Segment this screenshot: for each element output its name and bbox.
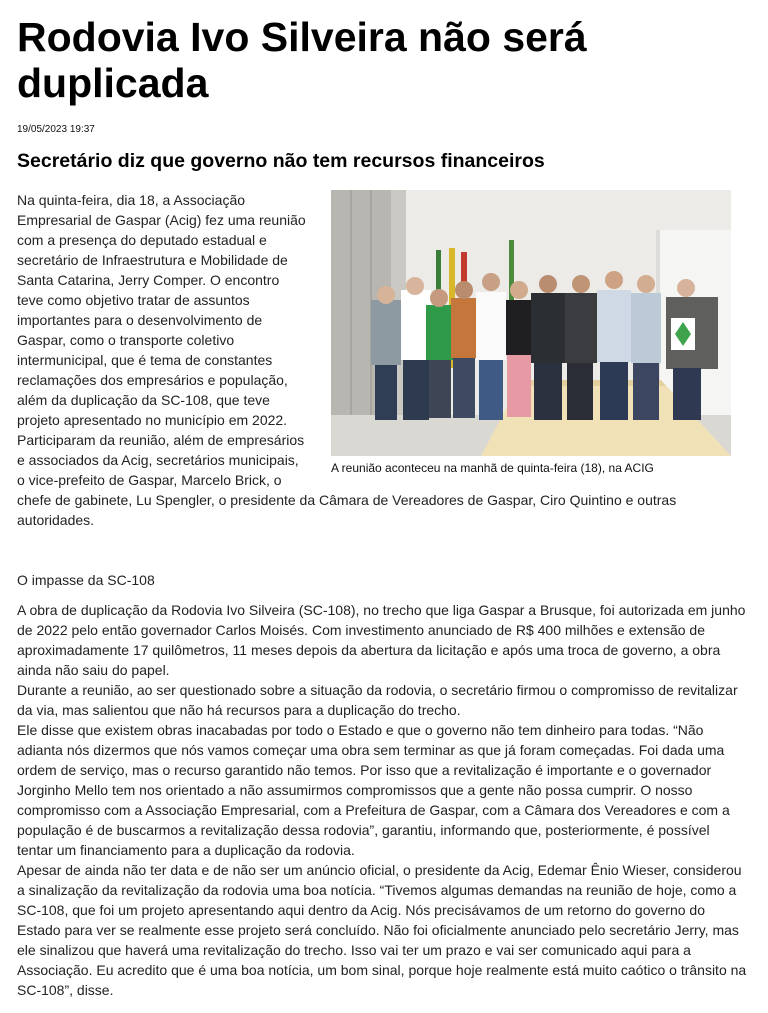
section-title: O impasse da SC-108	[17, 572, 155, 589]
paragraph-section-3: Ele disse que existem obras inacabadas por todo o Estado e que o governo não tem dinheiro para todas. “Não adianta nós dizermos que nós vamos começar uma obra sem terminar as que já foram começadas. Foi dada uma ordem de serviço, mas o recurso garantido não temos. Por isso que a revitalização é importante e o governador Jorginho Mello tem nos orientado a não assumirmos compromissos que a gente não possa cumprir. O nosso compromisso com a Associação Empresarial, com a Prefeitura de Gaspar, com a Câmara dos Vereadores e com a população é de buscarmos a revitalização dessa rodovia”, garantiu, informando que, posteriormente, é possível tentar um financiamento para a duplicação da rodovia.	[17, 722, 730, 859]
paragraph-intro-1: Na quinta-feira, dia 18, a Associação Empresarial de Gaspar (Acig) fez uma reunião com a presença do deputado estadual e secretário de Infraestrutura e Mobilidade de Santa Catarina, Jerry Comper. O encontro teve como objetivo tratar de assuntos importantes para o desenvolvimento de Gaspar, como o transporte coletivo intermunicipal, que é tema de constantes reclamações dos empresários e população, além da duplicação da SC-108, que teve projeto apresentado no município em 2022.	[17, 192, 306, 429]
paragraph-section-2: Durante a reunião, ao ser questionado sobre a situação da rodovia, o secretário firmou o compromisso de revitalizar da via, mas salientou que não há recursos para a duplicação do trecho.	[17, 682, 738, 719]
article-subtitle: Secretário diz que governo não tem recursos financeiros	[17, 150, 545, 172]
section-spacer	[17, 530, 747, 570]
article-photo-figure	[331, 190, 731, 476]
meeting-group-photo	[331, 190, 731, 456]
paragraph-intro-2: Participaram da reunião, além de empresários e associados da Acig, secretários municipais, o vice-prefeito de Gaspar, Marcelo Brick, o chefe de gabinete, Lu Spengler, o presidente da Câmara de Vereadores de Gaspar, Ciro Quintino e outras autoridades.	[17, 432, 677, 529]
photo-caption: A reunião aconteceu na manhã de quinta-feira (18), na ACIG	[331, 461, 654, 476]
article-body	[17, 190, 747, 1000]
news-article	[17, 0, 747, 1000]
paragraph-section-1: A obra de duplicação da Rodovia Ivo Silveira (SC-108), no trecho que liga Gaspar a Brusque, foi autorizada em junho de 2022 pelo então governador Carlos Moisés. Com investimento anunciado de R$ 400 milhões e extensão de aproximadamente 17 quilômetros, 11 meses depois da abertura da licitação e após uma troca de governo, a obra ainda não saiu do papel.	[17, 602, 746, 679]
publish-date: 19/05/2023 19:37	[17, 124, 95, 135]
article-title: Rodovia Ivo Silveira não será duplicada	[17, 14, 587, 106]
paragraph-section-4: Apesar de ainda não ter data e de não ser um anúncio oficial, o presidente da Acig, Edemar Ênio Wieser, considerou a sinalização da revitalização da rodovia uma boa notícia. “Tivemos algumas demandas na reunião de hoje, como a SC-108, que foi um projeto apresentando aqui dentro da Acig. Nós precisávamos de um retorno do governo do Estado para ver se realmente esse projeto será concluído. Não foi oficialmente anunciado pelo secretário Jerry, mas ele sinalizou que haverá uma revitalização do trecho. Isso vai ter um prazo e vai ser comunicado aqui para a Associação. Eu acredito que é uma boa notícia, um bom sinal, porque hoje realmente está muito caótico o trânsito na SC-108”, disse.	[17, 862, 747, 999]
